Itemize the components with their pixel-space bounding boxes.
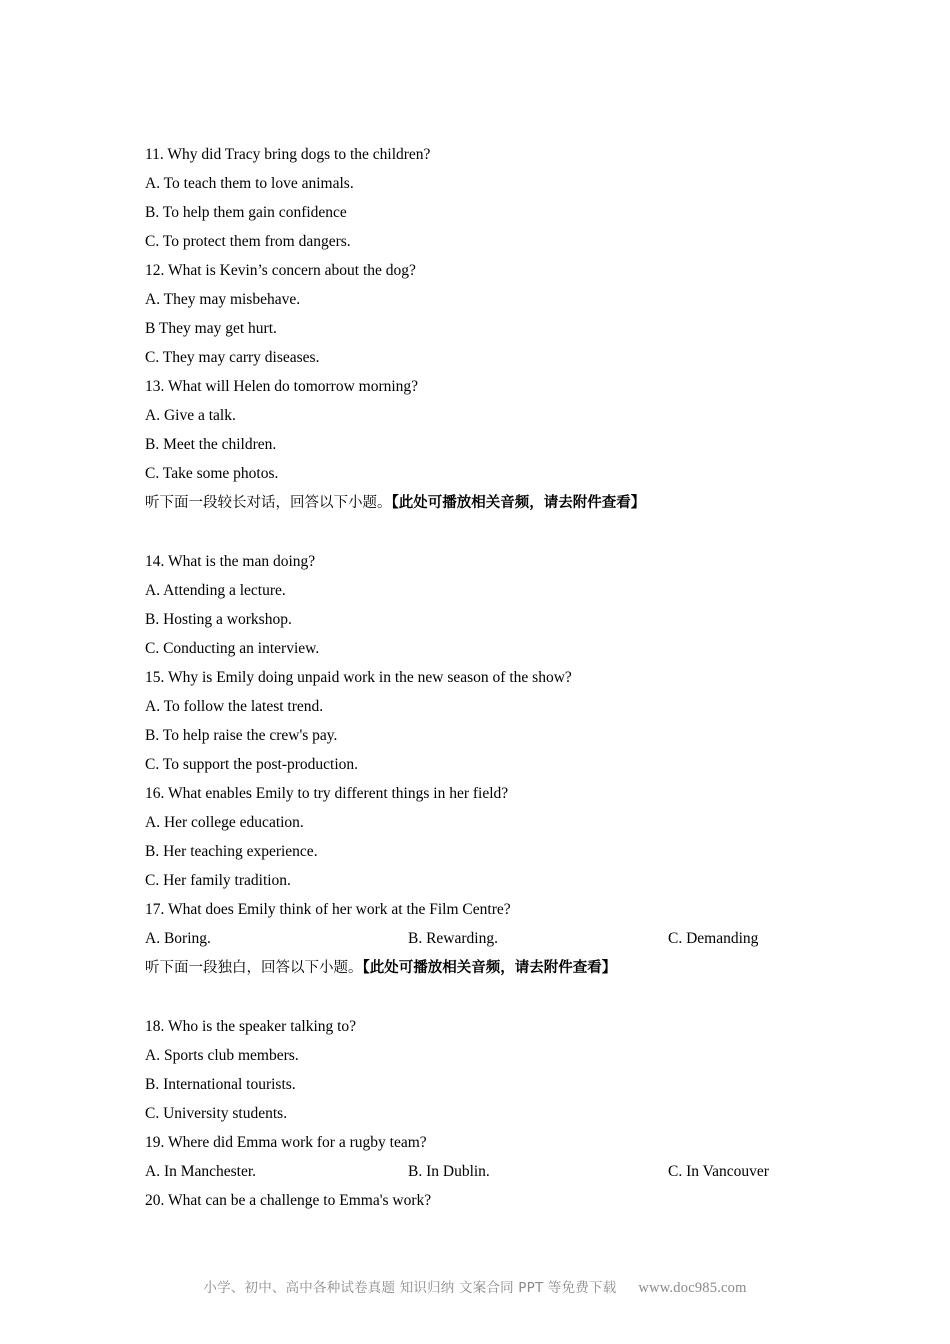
option-line: A. Attending a lecture. (145, 582, 286, 599)
option-line: C. University students. (145, 1105, 288, 1122)
instruction-text: 听下面一段较长对话，回答以下小题。 (145, 495, 392, 511)
option-choice: B. Rewarding. (408, 930, 498, 947)
listening-instruction (145, 953, 805, 983)
question-line: 17. What does Emily think of her work at the Film Centre? (145, 901, 511, 918)
question-line: 19. Where did Emma work for a rugby team? (145, 1134, 427, 1151)
option-line: C. Her family tradition. (145, 872, 291, 889)
option-line: A. Give a talk. (145, 407, 236, 424)
audio-attachment-note: 【此处可播放相关音频，请去附件查看】 (391, 495, 646, 511)
option-line: B. Meet the children. (145, 436, 277, 453)
question-line: 14. What is the man doing? (145, 553, 316, 570)
option-line: A. To follow the latest trend. (145, 698, 324, 715)
option-line: B They may get hurt. (145, 320, 277, 337)
option-choice: A. Boring. (145, 930, 211, 947)
question-line: 11. Why did Tracy bring dogs to the children? (145, 146, 431, 163)
question-line: 12. What is Kevin’s concern about the dog? (145, 262, 416, 279)
question-line: 16. What enables Emily to try different things in her field? (145, 785, 509, 802)
option-line: A. Sports club members. (145, 1047, 299, 1064)
question-line: 20. What can be a challenge to Emma's work? (145, 1192, 432, 1209)
audio-attachment-note: 【此处可播放相关音频，请去附件查看】 (362, 960, 617, 976)
option-line: B. International tourists. (145, 1076, 296, 1093)
footer-text: 小学、初中、高中各种试卷真题 知识归纳 文案合同 PPT 等免费下载 (203, 1280, 617, 1296)
question-line: 18. Who is the speaker talking to? (145, 1018, 357, 1035)
page-footer (0, 1276, 950, 1297)
option-choice: C. In Vancouver (668, 1163, 769, 1180)
question-line: 15. Why is Emily doing unpaid work in the new season of the show? (145, 669, 572, 686)
option-line: B. Hosting a workshop. (145, 611, 292, 628)
option-line: C. Take some photos. (145, 465, 279, 482)
document-body (145, 140, 805, 1215)
option-row (145, 924, 805, 953)
option-line: C. They may carry diseases. (145, 349, 320, 366)
blank-line (145, 983, 805, 1012)
instruction-text: 听下面一段独白，回答以下小题。 (145, 960, 363, 976)
option-row (145, 1157, 805, 1186)
listening-instruction (145, 488, 805, 518)
option-line: C. To protect them from dangers. (145, 233, 351, 250)
option-line: B. To help them gain confidence (145, 204, 347, 221)
option-line: C. To support the post-production. (145, 756, 359, 773)
option-line: B. Her teaching experience. (145, 843, 318, 860)
option-line: A. To teach them to love animals. (145, 175, 354, 192)
footer-site-link: www.doc985.com (638, 1280, 747, 1296)
option-choice: A. In Manchester. (145, 1163, 257, 1180)
option-line: B. To help raise the crew's pay. (145, 727, 338, 744)
option-line: A. They may misbehave. (145, 291, 301, 308)
option-choice: B. In Dublin. (408, 1163, 490, 1180)
option-line: A. Her college education. (145, 814, 304, 831)
blank-line (145, 518, 805, 547)
option-line: C. Conducting an interview. (145, 640, 320, 657)
option-choice: C. Demanding (668, 930, 759, 947)
question-line: 13. What will Helen do tomorrow morning? (145, 378, 419, 395)
